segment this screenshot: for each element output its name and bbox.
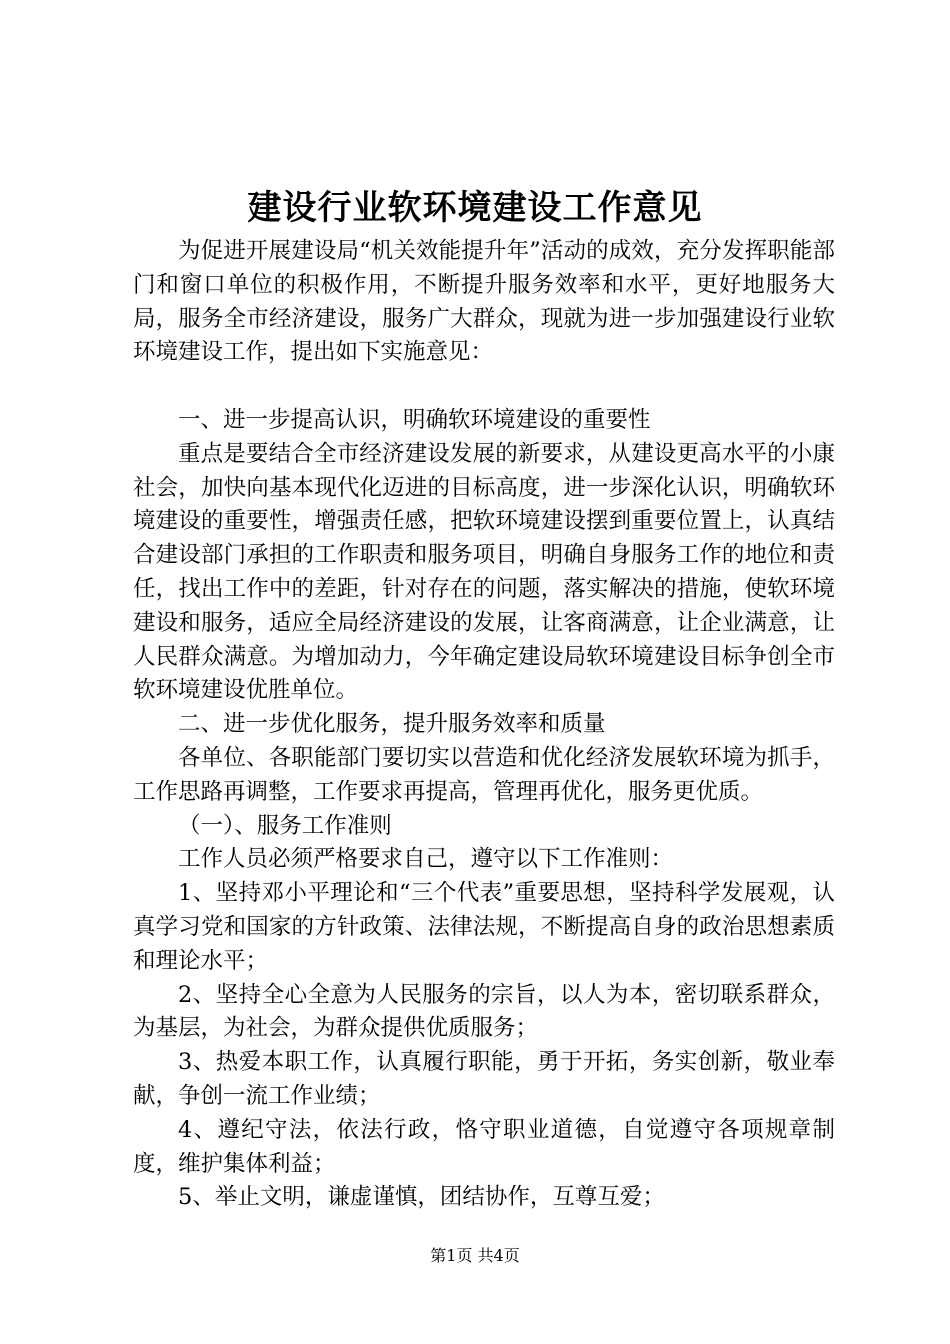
intro-paragraph: 为促进开展建设局“机关效能提升年”活动的成效，充分发挥职能部门和窗口单位的积极作用，不断提升服务效率和水平，更好地服务大局，服务全市经济建设，服务广大群众，现就为进一步加强建设行业软环境建设工作，提出如下实施意见： [133,238,835,366]
document-title: 建设行业软环境建设工作意见 [247,188,703,228]
subsection-1-intro: 工作人员必须严格要求自己，遵守以下工作准则： [178,846,674,873]
section-heading-1: 一、进一步提高认识，明确软环境建设的重要性 [178,406,651,433]
rule-item-1: 1、坚持邓小平理论和“三个代表”重要思想，坚持科学发展观，认真学习党和国家的方针政策、法律法规，不断提高自身的政治思想素质和理论水平； [133,880,835,974]
document-body [133,235,835,1215]
subsection-heading-1: （一）、服务工作准则 [178,812,392,839]
section-2-paragraph: 各单位、各职能部门要切实以营造和优化经济发展软环境为抓手，工作思路再调整，工作要求再提高，管理再优化，服务更优质。 [133,744,835,805]
rule-item-4: 4、遵纪守法，依法行政，恪守职业道德，自觉遵守各项规章制度，维护集体利益； [133,1116,835,1177]
rule-item-2: 2、坚持全心全意为人民服务的宗旨，以人为本，密切联系群众，为基层，为社会，为群众提供优质服务； [133,981,835,1042]
rule-item-5: 5、举止文明，谦虚谨慎，团结协作，互尊互爱； [178,1184,665,1211]
page-number-footer: 第1页 共4页 [430,1246,520,1265]
section-1-paragraph: 重点是要结合全市经济建设发展的新要求，从建设更高水平的小康社会，加快向基本现代化迈进的目标高度，进一步深化认识，明确软环境建设的重要性，增强责任感，把软环境建设摆到重要位置上，认真结合建设部门承担的工作职责和服务项目，明确自身服务工作的地位和责任，找出工作中的差距，针对存在的问题，落实解决的措施，使软环境建设和服务，适应全局经济建设的发展，让客商满意，让企业满意，让人民群众满意。为增加动力，今年确定建设局软环境建设目标争创全市软环境建设优胜单位。 [133,440,835,704]
section-heading-2: 二、进一步优化服务，提升服务效率和质量 [178,711,606,738]
rule-item-3: 3、热爱本职工作，认真履行职能，勇于开拓，务实创新，敬业奉献，争创一流工作业绩； [133,1049,835,1109]
